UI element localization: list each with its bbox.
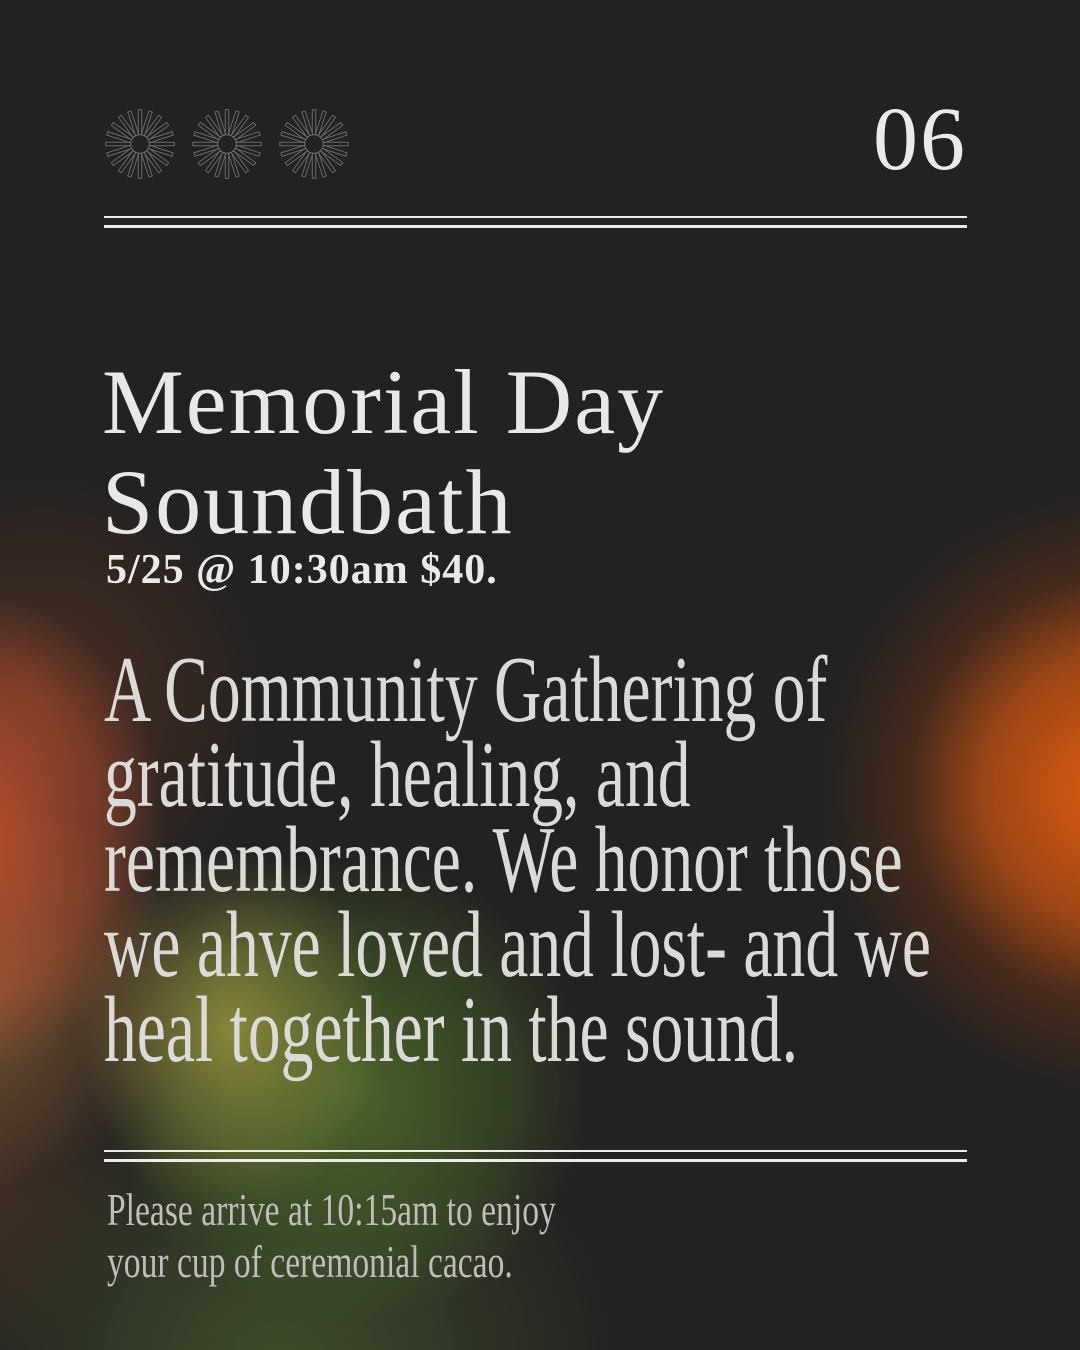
description-line: A Community Gathering of — [104, 638, 828, 743]
description-line: remembrance. We honor those — [104, 808, 903, 913]
description-line: heal together in the sound. — [104, 978, 799, 1083]
starburst-icon — [103, 107, 177, 181]
divider-thick-line — [104, 225, 967, 228]
description-line: gratitude, healing, and — [104, 723, 691, 828]
starburst-icon — [277, 107, 351, 181]
event-title-line2: Soundbath — [102, 451, 514, 553]
divider-gap — [104, 1152, 967, 1159]
header-divider — [104, 216, 967, 228]
divider-gap — [104, 218, 967, 225]
description-line: we ahve loved and lost- and we — [104, 893, 932, 998]
page-number: 06 — [873, 90, 967, 189]
event-title — [102, 352, 665, 552]
arrival-note — [107, 1186, 668, 1290]
starburst-row — [103, 107, 351, 181]
arrival-note-line1: Please arrive at 10:15am to enjoy — [107, 1186, 556, 1237]
event-title-line1: Memorial Day — [102, 351, 666, 453]
starburst-icon — [190, 107, 264, 181]
footer-divider — [104, 1150, 967, 1162]
arrival-note-line2: your cup of ceremonial cacao. — [107, 1238, 513, 1289]
divider-thick-line — [104, 1159, 967, 1162]
event-date-time-price: 5/25 @ 10:30am $40. — [106, 547, 498, 593]
event-description — [104, 638, 1080, 1083]
